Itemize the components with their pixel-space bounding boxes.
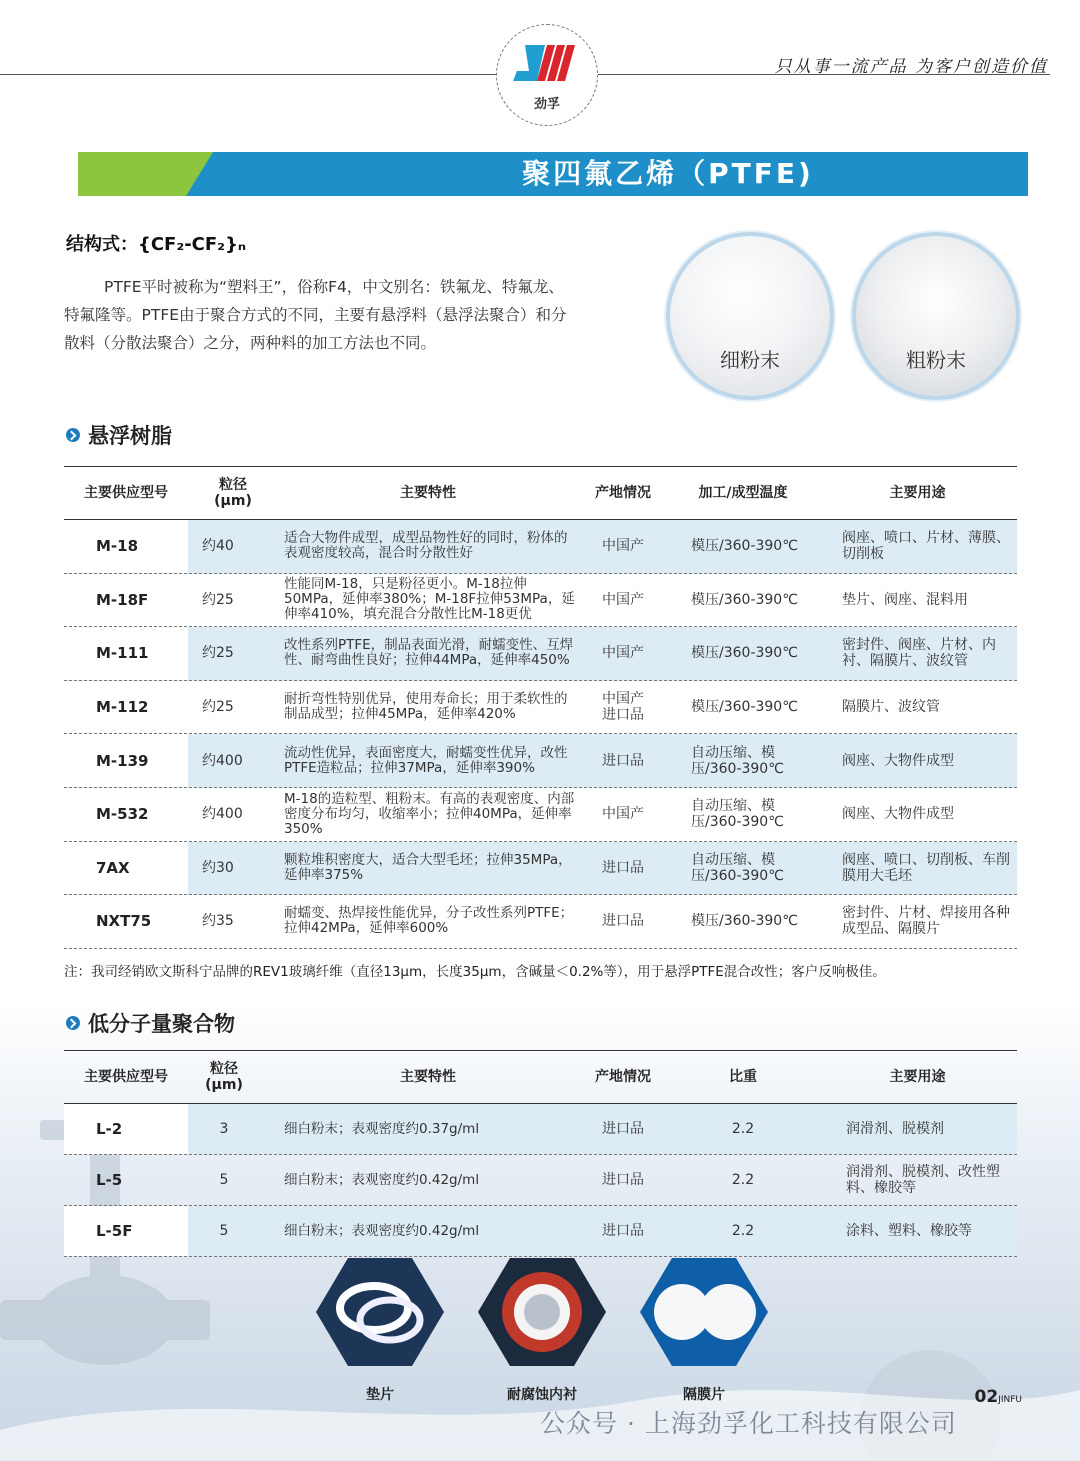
column-header: 粒径 (μm) (214, 477, 252, 509)
cell-feature: 颗粒堆积密度大，适合大型毛坯；拉伸35MPa，延伸率375% (284, 851, 572, 883)
column-header: 主要用途 (889, 1069, 946, 1085)
cell-feature: M-18的造粒型、粗粉末。有高的表观密度、内部密度分布均匀，收缩率小；拉伸40MPa，延伸率350% (284, 790, 575, 837)
cell-temp: 自动压缩、模压/360-390℃ (691, 798, 784, 831)
table-row (64, 520, 1017, 574)
section-heading-suspension: 悬浮树脂 (66, 420, 172, 450)
footnote: 注：我司经销欧文斯科宁品牌的REV1玻璃纤维（直径13μm，长度35μm，含碱量＜0.2%等），用于悬浮PTFE混合改性；客户反响极佳。 (64, 964, 886, 980)
cell-size: 约40 (202, 538, 234, 555)
cell-size: 约25 (202, 591, 234, 608)
column-header: 主要特性 (400, 485, 456, 501)
suspension-resin-table (64, 466, 1017, 949)
cell-size: 约25 (202, 645, 234, 662)
cell-origin: 进口品 (602, 859, 644, 876)
cell-use: 阀座、喷口、片材、薄膜、切削板 (842, 530, 1010, 563)
cell-model: M-18F (96, 590, 149, 609)
cell-model: M-139 (96, 751, 149, 770)
table-row (64, 895, 1017, 949)
cell-use: 阀座、喷口、切削板、车削膜用大毛坯 (842, 851, 1010, 884)
cell-temp: 模压/360-390℃ (691, 538, 798, 555)
table-row (64, 1155, 1017, 1206)
cell-feature: 改性系列PTFE，制品表面光滑，耐蠕变性、互焊性、耐弯曲性良好；拉伸44MPa，延伸率450% (284, 637, 574, 669)
bullet-arrow-icon (66, 428, 80, 442)
cell-origin: 中国产 (602, 806, 644, 823)
table-row (64, 842, 1017, 896)
page-number: 02JINFU (974, 1387, 1022, 1407)
brand-name: 劲孚 (533, 97, 560, 112)
bullet-arrow-icon (66, 1016, 80, 1030)
wechat-watermark: 公众号 · 上海劲孚化工科技有限公司 (540, 1409, 957, 1438)
cell-temp: 自动压缩、模压/360-390℃ (691, 851, 784, 884)
cell-size: 约35 (202, 913, 234, 930)
cell-feature: 耐蠕变、热焊接性能优异，分子改性系列PTFE；拉伸42MPa，延伸率600% (284, 905, 574, 937)
lining-caption: 耐腐蚀内衬 (507, 1387, 577, 1403)
table-row (64, 1104, 1017, 1155)
cell-temp: 模压/360-390℃ (691, 645, 798, 662)
cell-origin: 进口品 (602, 752, 644, 769)
low-molecular-table (64, 1050, 1017, 1257)
cell-use: 阀座、大物件成型 (842, 806, 954, 823)
cell-feature: 流动性优异，表面密度大，耐蠕变性优异，改性PTFE造粒品；拉伸37MPa，延伸率390% (284, 744, 568, 776)
cell-size: 约400 (202, 752, 243, 769)
cell-density: 2.2 (731, 1223, 755, 1239)
table-header (64, 467, 1017, 520)
cell-model: M-112 (96, 698, 149, 717)
table-header (64, 1051, 1017, 1104)
cell-model: M-111 (96, 644, 149, 663)
column-header: 加工/成型温度 (698, 485, 788, 501)
cell-use: 涂料、塑料、橡胶等 (846, 1223, 972, 1239)
column-header: 产地情况 (595, 485, 651, 501)
intro-paragraph: PTFE平时被称为“塑料王”，俗称F4，中文别名：铁氟龙、特氟龙、特氟隆等。PTFE由于聚合方式的不同，主要有悬浮料（悬浮法聚合）和分散料（分散法聚合）之分，两种料的加工方法也不同。 (64, 278, 567, 352)
table-row (64, 627, 1017, 681)
cell-temp: 模压/360-390℃ (691, 913, 798, 930)
cell-size: 3 (219, 1121, 229, 1137)
cell-use: 阀座、大物件成型 (842, 752, 954, 769)
fine-powder-label: 细粉末 (720, 348, 780, 372)
cell-feature: 细白粉末；表观密度约0.42g/ml (284, 1222, 480, 1239)
cell-origin: 中国产 (602, 645, 644, 662)
cell-use: 垫片、阀座、混料用 (842, 591, 968, 608)
table-row (64, 1206, 1017, 1257)
column-header: 粒径 (μm) (205, 1061, 243, 1093)
cell-feature: 适合大物件成型，成型品物性好的同时，粉体的表观密度较高，混合时分散性好 (284, 530, 568, 562)
cell-origin: 中国产 进口品 (602, 691, 644, 724)
cell-feature: 细白粉末；表观密度约0.42g/ml (284, 1171, 480, 1188)
cell-model: L-5F (96, 1222, 133, 1240)
column-header: 比重 (729, 1069, 757, 1085)
cell-temp: 模压/360-390℃ (691, 699, 798, 716)
column-header: 主要用途 (889, 485, 946, 501)
fine-powder-image (666, 232, 834, 400)
table-row (64, 788, 1017, 842)
gasket-caption: 垫片 (366, 1387, 394, 1403)
cell-size: 约25 (202, 699, 234, 716)
column-header: 主要特性 (400, 1069, 456, 1085)
diaphragm-caption: 隔膜片 (683, 1387, 725, 1403)
cell-feature: 细白粉末；表观密度约0.37g/ml (284, 1120, 480, 1137)
table-row (64, 574, 1017, 628)
cell-use: 隔膜片、波纹管 (842, 699, 940, 716)
cell-size: 5 (219, 1172, 229, 1188)
column-header: 主要供应型号 (84, 485, 168, 501)
cell-density: 2.2 (731, 1121, 755, 1137)
table-row (64, 734, 1017, 788)
cell-size: 5 (219, 1223, 229, 1239)
slogan: 只从事一流产品 为客户创造价值 (774, 57, 1048, 77)
cell-model: 7AX (96, 858, 130, 877)
cell-size: 约30 (202, 859, 234, 876)
cell-feature: 性能同M-18，只是粉径更小。M-18拉伸50MPa，延伸率380%；M-18F拉伸53MPa，延伸率410%，填充混合分散性比M-18更优 (284, 576, 575, 623)
page-title: 聚四氟乙烯（PTFE) (522, 157, 814, 190)
cell-model: L-2 (96, 1120, 123, 1138)
structural-formula: 结构式：{CF₂-CF₂}ₙ (66, 234, 247, 255)
cell-model: NXT75 (96, 912, 152, 931)
cell-feature: 耐折弯性特别优异，使用寿命长；用于柔软性的制品成型；拉伸45MPa，延伸率420% (284, 691, 568, 723)
cell-size: 约400 (202, 806, 243, 823)
cell-origin: 中国产 (602, 591, 644, 608)
section-heading-low-molecular: 低分子量聚合物 (66, 1008, 235, 1038)
title-banner (78, 152, 1028, 196)
cell-use: 润滑剂、脱模剂、改性塑料、橡胶等 (846, 1164, 1000, 1196)
cell-temp: 模压/360-390℃ (691, 591, 798, 608)
cell-origin: 中国产 (602, 538, 644, 555)
company-logo (496, 24, 598, 126)
coarse-powder-image (852, 232, 1020, 400)
coarse-powder-label: 粗粉末 (906, 348, 966, 372)
cell-model: M-18 (96, 537, 139, 556)
cell-use: 润滑剂、脱模剂 (846, 1121, 944, 1137)
cell-temp: 自动压缩、模压/360-390℃ (691, 744, 784, 777)
cell-origin: 进口品 (602, 1121, 644, 1137)
cell-origin: 进口品 (602, 1223, 644, 1239)
cell-use: 密封件、片材、焊接用各种成型品、隔膜片 (842, 905, 1010, 938)
table-row (64, 681, 1017, 735)
column-header: 产地情况 (595, 1069, 651, 1085)
cell-origin: 进口品 (602, 913, 644, 930)
logo-mark-icon (511, 41, 583, 87)
cell-model: L-5 (96, 1171, 123, 1189)
cell-use: 密封件、阀座、片材、内衬、隔膜片、波纹管 (842, 637, 996, 670)
cell-origin: 进口品 (602, 1172, 644, 1188)
cell-density: 2.2 (731, 1172, 755, 1188)
column-header: 主要供应型号 (84, 1069, 168, 1085)
cell-model: M-532 (96, 805, 149, 824)
